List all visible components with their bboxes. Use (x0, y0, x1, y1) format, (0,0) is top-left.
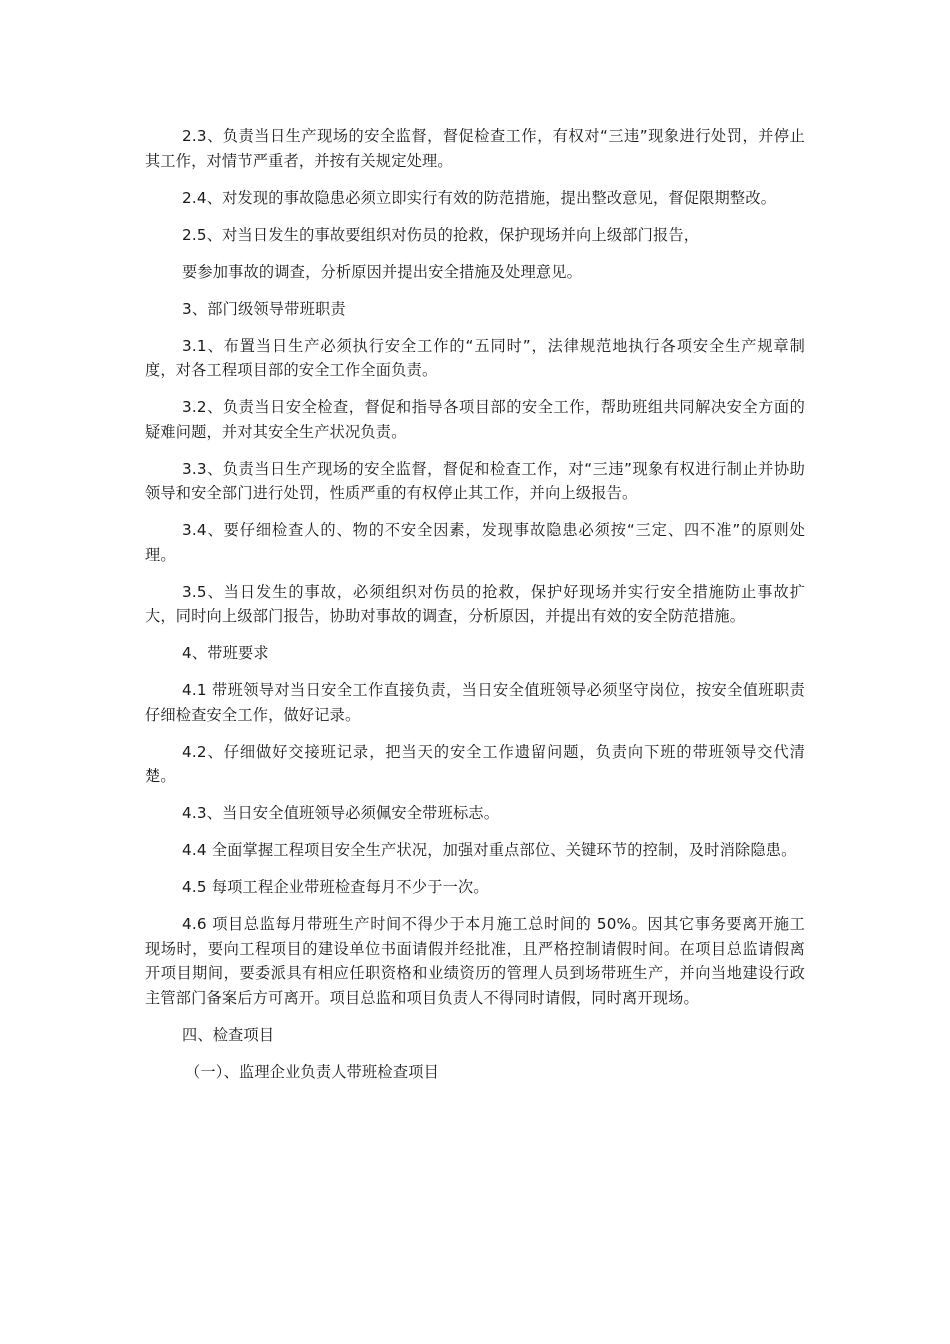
paragraph-2-5: 2.5、对当日发生的事故要组织对伤员的抢救，保护现场并向上级部门报告， (182, 225, 700, 244)
subsection-heading-1: （一）、监理企业负责人带班检查项目 (185, 1062, 439, 1081)
paragraph-2-3: 2.3、负责当日生产现场的安全监督，督促检查工作，有权对“三违”现象进行处罚，并停止其工作，对情节严重者，并按有关规定处理。 (145, 127, 805, 170)
paragraph-4-2: 4.2、仔细做好交接班记录，把当天的安全工作遗留问题，负责向下班的带班领导交代清楚。 (145, 742, 805, 785)
paragraph-2-5-continued: 要参加事故的调查，分析原因并提出安全措施及处理意见。 (182, 262, 583, 281)
paragraph-3-5: 3.5、当日发生的事故，必须组织对伤员的抢救，保护好现场并实行安全措施防止事故扩大，同时向上级部门报告，协助对事故的调查，分析原因，并提出有效的安全防范措施。 (145, 582, 805, 625)
document-body (145, 124, 805, 1097)
section-heading-3: 3、部门级领导带班职责 (182, 299, 346, 318)
paragraph-3-3: 3.3、负责当日生产现场的安全监督，督促和检查工作，对“三违”现象有权进行制止并协助领导和安全部门进行处罚，性质严重的有权停止其工作，并向上级报告。 (145, 459, 805, 502)
section-heading-4: 4、带班要求 (182, 644, 269, 662)
paragraph-4-1: 4.1 带班领导对当日安全工作直接负责，当日安全值班领导必须坚守岗位，按安全值班职责仔细检查安全工作，做好记录。 (145, 681, 805, 724)
section-heading-inspection-items: 四、检查项目 (182, 1025, 275, 1044)
paragraph-3-1: 3.1、布置当日生产必须执行安全工作的“五同时”，法律规范地执行各项安全生产规章制度，对各工程项目部的安全工作全面负责。 (145, 336, 805, 379)
paragraph-4-4: 4.4 全面掌握工程项目安全生产状况，加强对重点部位、关键环节的控制，及时消除隐患。 (182, 841, 797, 859)
paragraph-4-6: 4.6 项目总监每月带班生产时间不得少于本月施工总时间的 50%。因其它事务要离开施工现场时，要向工程项目的建设单位书面请假并经批准，且严格控制请假时间。在项目总监请假离开项目期间，要委派具有相应任职资格和业绩资历的管理人员到场带班生产，并向当地建设行政主管部门备案后方可离开。项目总监和项目负责人不得同时请假，同时离开现场。 (145, 915, 805, 1007)
paragraph-4-5: 4.5 每项工程企业带班检查每月不少于一次。 (182, 878, 489, 896)
paragraph-2-4: 2.4、对发现的事故隐患必须立即实行有效的防范措施，提出整改意见，督促限期整改。 (182, 188, 777, 207)
paragraph-4-3: 4.3、当日安全值班领导必须佩安全带班标志。 (182, 804, 500, 822)
paragraph-3-2: 3.2、负责当日安全检查，督促和指导各项目部的安全工作，帮助班组共同解决安全方面的疑难问题，并对其安全生产状况负责。 (145, 398, 805, 441)
paragraph-3-4: 3.4、要仔细检查人的、物的不安全因素，发现事故隐患必须按“三定、四不准”的原则处理。 (145, 521, 805, 564)
